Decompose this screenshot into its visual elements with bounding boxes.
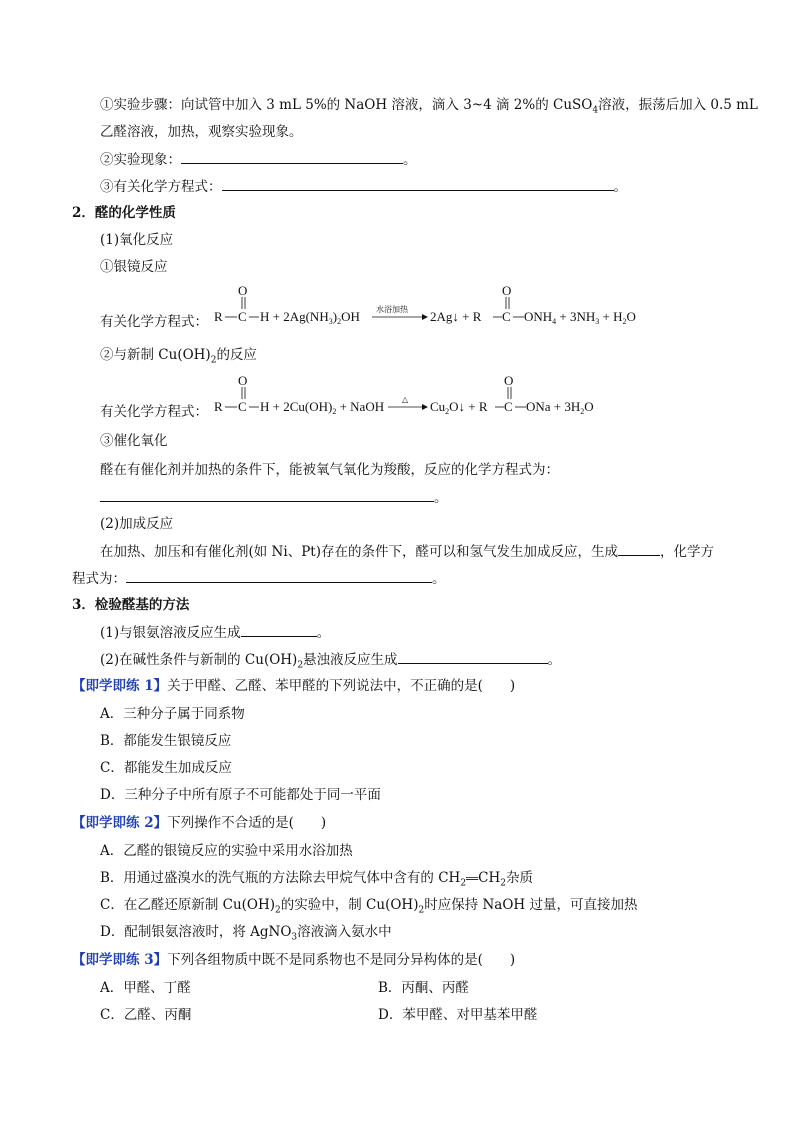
svg-text:O: O <box>502 284 512 298</box>
silver-title: ①银镜反应 <box>100 259 168 275</box>
answer-blank[interactable] <box>222 177 614 191</box>
q1-option-a[interactable]: A．三种分子属于同系物 <box>100 706 245 722</box>
svg-text:Cu2O↓ + R: $Cu_2O↓ + R$ <box>430 399 488 416</box>
cat-blank-line: 。 <box>100 488 448 507</box>
answer-blank[interactable] <box>241 623 317 637</box>
svg-text:水浴加热: 水浴加热 <box>376 305 408 314</box>
svg-text:2Ag↓ + R: 2Ag↓ + R <box>430 309 482 324</box>
svg-text:H + 2Cu(OH)2 + NaOH: $H + 2Cu(OH)_2$ + NaOH <box>260 399 385 416</box>
svg-text:O: O <box>238 374 248 388</box>
q2-option-d[interactable]: D．配制银氨溶液时，将 AgNO$_3$溶液滴入氨水中 <box>100 924 392 943</box>
q1-option-c[interactable]: C．都能发生加成反应 <box>100 760 232 776</box>
q3-option-c[interactable]: C．乙醛、丙酮 <box>100 1007 192 1023</box>
copper-hydroxide-equation <box>214 374 654 418</box>
q3-option-a[interactable]: A．甲醛、丁醛 <box>100 980 191 996</box>
exp-phenomenon: ②实验现象： 。 <box>100 152 417 168</box>
q2-stem: 【即学即练 2】下列操作不合适的是( ) <box>72 815 327 831</box>
ox-title: (1)氧化反应 <box>100 232 174 248</box>
section-3-item-2: (2)在碱性条件与新制的 $Cu(OH)_2$悬浊液反应生成 。 <box>100 652 562 671</box>
svg-text:C: C <box>504 399 513 414</box>
answer-blank[interactable] <box>181 150 403 164</box>
svg-text:ONa + 3H2O: ONa + $3H_2O$ <box>526 399 594 416</box>
q2-option-b[interactable]: B．用通过盛溴水的洗气瓶的方法除去甲烷气体中含有的 $CH_2══CH_2$杂质 <box>100 870 533 889</box>
exp-step-line: ①实验步骤：向试管中加入 3 mL 5%的 NaOH 溶液，滴入 3~4 滴 2%的 CuSO$_4$溶液，振荡后加入 0.5 mL <box>100 97 758 116</box>
q3-option-d[interactable]: D．苯甲醛、对甲基苯甲醛 <box>378 1007 538 1023</box>
section-2-title: 2．醛的化学性质 <box>72 205 176 221</box>
q1-option-d[interactable]: D．三种分子中所有原子不可能都处于同一平面 <box>100 787 381 803</box>
cu-eq-prefix: 有关化学方程式： <box>100 404 208 420</box>
svg-text:H + 2Ag(NH3)2OH: $H + 2Ag(NH_3)_2OH$ <box>260 309 360 326</box>
svg-text:R: R <box>214 309 223 324</box>
svg-text:C: C <box>238 309 247 324</box>
exp-step-cont: 乙醛溶液，加热，观察实验现象。 <box>100 124 303 140</box>
svg-text:△: △ <box>402 395 409 404</box>
exp-equation: ③有关化学方程式： 。 <box>100 179 627 195</box>
cat-title: ③催化氧化 <box>100 433 168 449</box>
q2-option-a[interactable]: A．乙醛的银镜反应的实验中采用水浴加热 <box>100 843 353 859</box>
section-3-title: 3．检验醛基的方法 <box>72 597 190 613</box>
q1-stem: 【即学即练 1】关于甲醛、乙醛、苯甲醛的下列说法中，不正确的是( ) <box>72 678 516 694</box>
svg-text:C: C <box>502 309 511 324</box>
svg-text:O: O <box>238 284 248 298</box>
svg-text:O: O <box>504 374 514 388</box>
silver-eq-prefix: 有关化学方程式： <box>100 314 208 330</box>
section-3-item-1: (1)与银氨溶液反应生成 。 <box>100 625 331 641</box>
svg-text:R: R <box>214 399 223 414</box>
q3-stem: 【即学即练 3】下列各组物质中既不是同系物也不是同分异构体的是( ) <box>72 952 516 968</box>
q2-option-c[interactable]: C．在乙醛还原新制 $Cu(OH)_2$的实验中，制 $Cu(OH)_2$时应保持 NaOH 过量，可直接加热 <box>100 897 638 916</box>
add-text: 在加热、加压和有催化剂(如 Ni、Pt)存在的条件下，醛可以和氢气发生加成反应，生成 ，化学方 <box>100 544 714 560</box>
answer-blank[interactable] <box>100 488 434 502</box>
silver-mirror-equation <box>214 284 654 328</box>
answer-blank[interactable] <box>398 650 548 664</box>
answer-blank[interactable] <box>618 542 660 556</box>
q1-option-b[interactable]: B．都能发生银镜反应 <box>100 733 232 749</box>
answer-blank[interactable] <box>126 569 432 583</box>
add-text-cont: 程式为： 。 <box>72 571 446 587</box>
q3-option-b[interactable]: B．丙酮、丙醛 <box>378 980 469 996</box>
cu-title: ②与新制 $Cu(OH)_2$的反应 <box>100 347 257 366</box>
add-title: (2)加成反应 <box>100 516 174 532</box>
svg-text:ONH4 + 3NH3 + H2O: $ONH_4 + 3NH_3 + H_2O$ <box>524 309 636 326</box>
cat-text: 醛在有催化剂并加热的条件下，能被氧气氧化为羧酸，反应的化学方程式为： <box>100 462 559 478</box>
svg-text:C: C <box>238 399 247 414</box>
